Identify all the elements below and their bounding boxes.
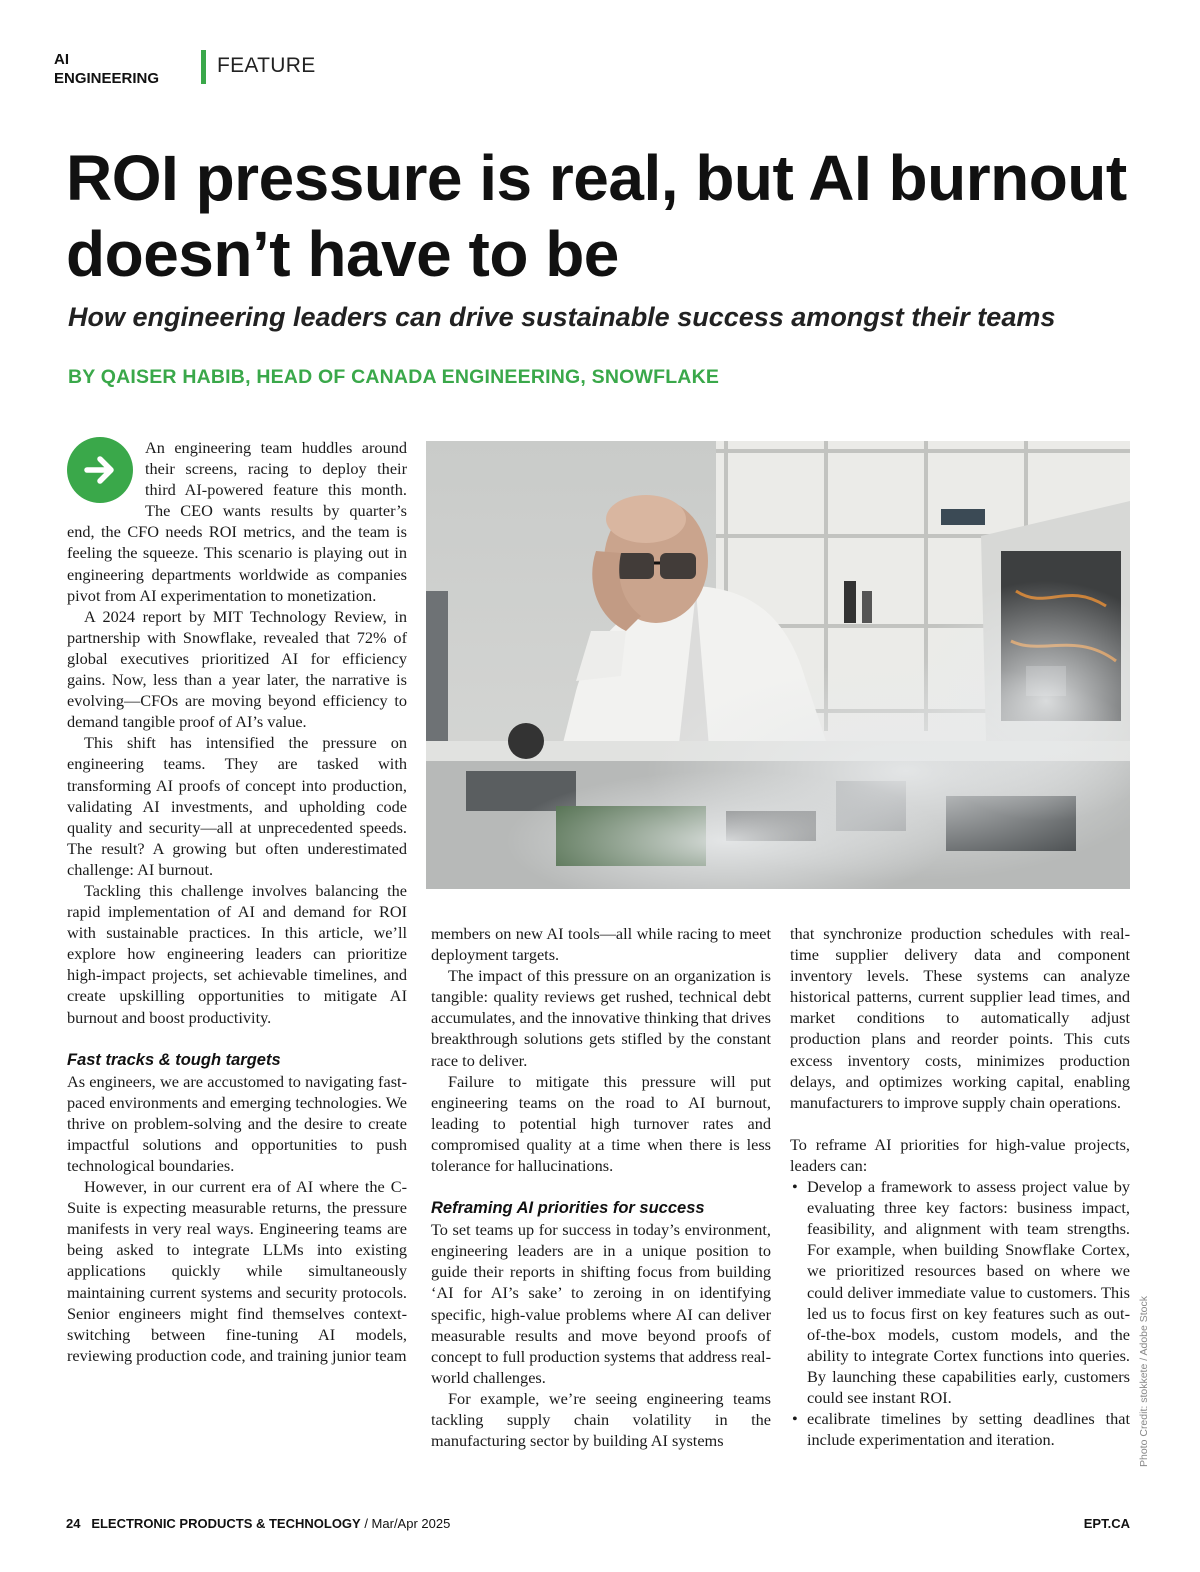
section-label-line1: AI	[54, 51, 69, 68]
feature-label: FEATURE	[217, 54, 316, 77]
paragraph: An engineering team huddles around their screens, racing to deploy their third AI-powered feature this month. The CEO wants results by quarter’s end, the CFO needs ROI metrics, and the team is feeling the squeeze. This scenario is playing out in engineering departments worldwide as companies pivot from AI experimentation to monetization.	[67, 438, 407, 605]
section-label	[54, 50, 159, 88]
page-number: 24	[66, 1516, 81, 1531]
paragraph: A 2024 report by MIT Technology Review, in partnership with Snowflake, revealed that 72% of global executives prioritized AI for efficiency gains. Now, less than a year later, the narrative is evolving—CFOs are moving beyond efficiency to demand tangible proof of AI’s value.	[67, 606, 407, 732]
section-label-line2: ENGINEERING	[54, 70, 160, 87]
article-photo	[426, 441, 1130, 889]
article-column-2	[431, 923, 771, 1451]
subheading: Fast tracks & tough targets	[67, 1050, 281, 1069]
paragraph: Tackling this challenge involves balancing the rapid implementation of AI and demand for ROI with sustainable practices. In this article, we’ll explore how engineering leaders can prioritize high-impact projects, set achievable timelines, and create upskilling opportunities to mitigate AI burnout and boost productivity.	[67, 880, 407, 1027]
article-column-3	[790, 923, 1130, 1450]
publication-name: ELECTRONIC PRODUCTS & TECHNOLOGY	[91, 1516, 361, 1531]
paragraph: This shift has intensified the pressure on engineering teams. They are tasked with transforming AI proofs of concept into production, validating AI investments, and upholding code quality and security—all at unprecedented speeds. The result? A growing but often underestimated challenge: AI burnout.	[67, 733, 407, 879]
site-url: EPT.CA	[1083, 1516, 1130, 1531]
paragraph: To set teams up for success in today’s environment, engineering leaders are in a unique position to guide their reports in shifting focus from building ‘AI for AI’s sake’ to zeroing in on identifying specific, high-value problems where AI can deliver measurable results and move beyond proofs of concept to full production systems that address real-world challenges.	[431, 1220, 771, 1387]
list-item: • ecalibrate timelines by setting deadlines that include experimentation and iteration.	[790, 1408, 1130, 1450]
article-deck: How engineering leaders can drive sustainable success amongst their teams	[68, 302, 1056, 332]
issue-date: / Mar/Apr 2025	[360, 1516, 451, 1531]
paragraph: The impact of this pressure on an organization is tangible: quality reviews get rushed, technical debt accumulates, and the innovative thinking that drives breakthrough solutions gets stifled by the constant race to deliver.	[431, 966, 771, 1070]
article-column-1	[67, 437, 407, 1366]
paragraph: members on new AI tools—all while racing to meet deployment targets.	[431, 924, 771, 965]
paragraph: Failure to mitigate this pressure will put engineering teams on the road to AI burnout, leading to potential high turnover rates and compromised quality at a time when there is less tolerance for hallucinations.	[431, 1071, 771, 1176]
photo-credit-text: Photo Credit: stokkete / Adobe Stock	[1138, 1295, 1150, 1467]
paragraph: To reframe AI priorities for high-value projects, leaders can:	[790, 1134, 1130, 1175]
paragraph: However, in our current era of AI where the C-Suite is expecting measurable returns, the pressure manifests in very real ways. Engineering teams are being asked to integrate LLMs into existing applications quickly while simultaneously maintaining current systems and security protocols. Senior engineers might find themselves context-switching between fine-tuning AI models, reviewing production code, and training junior team	[67, 1177, 407, 1365]
paragraph: For example, we’re seeing engineering teams tackling supply chain volatility in the manufacturing sector by building AI systems	[431, 1388, 771, 1451]
byline: BY QAISER HABIB, HEAD OF CANADA ENGINEERING, SNOWFLAKE	[68, 366, 720, 388]
list-item: • Develop a framework to assess project value by evaluating three key factors: business impact, feasibility, and alignment with team strengths. For example, when building Snowflake Cortex, we prioritized resources based on where we could deliver immediate value to customers. This led us to focus first on key features such as out-of-the-box models, custom models, and the ability to integrate Cortex functions into queries. By launching these capabilities early, customers could see instant ROI.	[790, 1176, 1130, 1408]
section-divider-bar	[201, 50, 206, 84]
article-title: ROI pressure is real, but AI burnout doesn’t have to be	[66, 142, 1127, 290]
paragraph: that synchronize production schedules with real-time supplier delivery data and component inventory levels. These systems can analyze historical patterns, current supplier lead times, and market conditions to automatically adjust production plans and reorder points. This cuts excess inventory costs, minimizes production delays, and optimizes working capital, enabling manufacturers to improve supply chain operations.	[790, 924, 1130, 1112]
photo-credit	[1138, 1295, 1154, 1467]
arrow-right-icon	[67, 437, 133, 503]
bullet-list	[790, 1176, 1130, 1450]
page-footer	[66, 1516, 450, 1531]
subheading: Reframing AI priorities for success	[431, 1199, 705, 1218]
paragraph: As engineers, we are accustomed to navigating fast-paced environments and emerging technologies. We thrive on problem-solving and the desire to create impactful solutions and opportunities to push technological boundaries.	[67, 1071, 407, 1175]
